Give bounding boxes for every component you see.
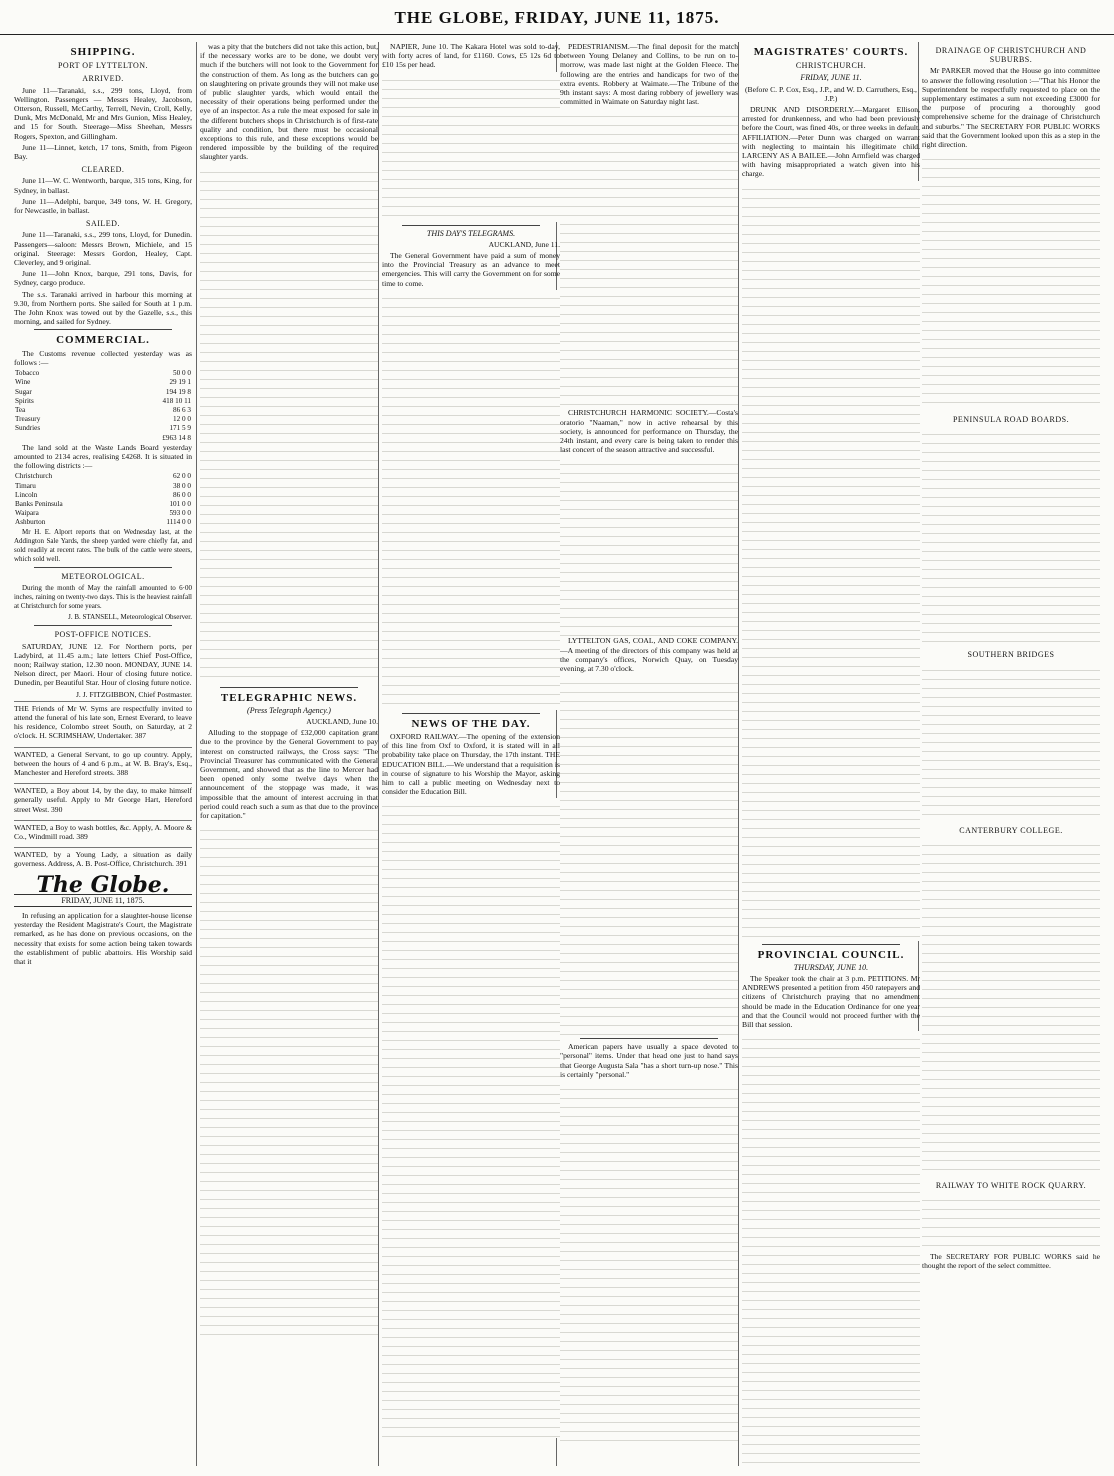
table-cell: Wine (15, 378, 31, 387)
customs-table (14, 369, 192, 443)
table-cell: Christchurch (15, 472, 53, 481)
column-6 (922, 42, 1100, 1470)
drainage-heading: DRAINAGE OF CHRISTCHURCH AND SUBURBS. (935, 46, 1087, 65)
table-cell: 593 0 0 (169, 509, 191, 518)
column-rule (378, 42, 379, 1466)
table-row (14, 482, 192, 491)
table-row (14, 378, 192, 387)
meteorological-heading: METEOROLOGICAL. (61, 572, 145, 582)
canterbury-college-heading: CANTERBURY COLLEGE. (959, 825, 1063, 835)
cleared-text: June 11—W. C. Wentworth, barque, 315 tons, King, for Sydney, in ballast. (14, 176, 192, 195)
days-telegrams-heading: THIS DAY'S TELEGRAMS. (426, 228, 516, 238)
text-continuation (922, 426, 1100, 646)
text-continuation (200, 822, 378, 1342)
table-cell: 50 0 0 (173, 369, 191, 378)
text-continuation (382, 290, 560, 710)
court-date: FRIDAY, JUNE 11. (800, 73, 862, 83)
ad-text: WANTED, by a Young Lady, a situation as daily governess. Address, A. B. Post-Office, Christchurch. 391 (14, 850, 192, 869)
divider (220, 687, 358, 688)
column-4 (560, 42, 738, 1470)
table-cell: Treasury (15, 415, 41, 424)
table-row (14, 424, 192, 433)
post-office-heading: POST-OFFICE NOTICES. (54, 630, 152, 640)
telegraphic-subheading: (Press Telegraph Agency.) (247, 705, 331, 715)
text-continuation (922, 1192, 1100, 1252)
arrived-heading: ARRIVED. (82, 74, 124, 84)
council-date: THURSDAY, JUNE 10. (793, 962, 869, 972)
text-continuation (742, 181, 920, 941)
days-telegrams-text: The General Government have paid a sum of money into the Provincial Treasury as an advance to meet emergencies. This will carry the Government on for some time to come. (382, 251, 560, 288)
cleared-heading: CLEARED. (81, 165, 125, 175)
column-5 (742, 42, 920, 1470)
column-rule (196, 42, 197, 1466)
christchurch-subheading: CHRISTCHURCH. (795, 61, 867, 71)
days-telegrams-place: AUCKLAND, June 11. (488, 239, 560, 249)
table-cell: 1114 0 0 (166, 518, 191, 527)
divider (402, 225, 540, 226)
market-report: Mr H. E. Alport reports that on Wednesday last, at the Addington Sale Yards, the sheep yarded were chiefly fat, and sold readily at recent rates. The bulk of the cattle were steers, which sold well. (14, 527, 192, 564)
land-intro: The land sold at the Waste Lands Board yesterday amounted to 2134 acres, realising £4268. It is situated in the following districts :— (14, 442, 192, 471)
column-1 (14, 42, 192, 1470)
table-cell: Banks Peninsula (15, 499, 63, 508)
table-row (14, 388, 192, 397)
table-row (14, 415, 192, 424)
table-row (14, 500, 192, 509)
drainage-text: Mr PARKER moved that the House go into committee to answer the following resolution :—"That his Honor the Superintendent be respectfully requested to place on the supplementary estimates a sum not exceeding £3000 for the purpose of procuring a thoroughly good comprehensive scheme for the drainage of Christchurch and suburbs." The SECRETARY FOR PUBLIC WORKS said that the Government looked upon this as a step in the right direction. (922, 66, 1100, 150)
table-cell: Tobacco (15, 369, 40, 378)
news-text: OXFORD RAILWAY.—The opening of the extension of this line from Oxf to Oxford, it is stated will in all probability take place on Thursday, the 17th instant. THE EDUCATION BILL.—We understand that a requisition is in course of signature to his Worship the Mayor, asking him to call a public meeting on Wednesday next to consider the Education Bill. (382, 732, 560, 797)
text-continuation (560, 675, 738, 1035)
ad-text: THE Friends of Mr W. Syms are respectfully invited to attend the funeral of his late son, Ernest Everard, to leave his residence, Colombo street South, on Saturday, at 2 o'clock. H. SCRIMSHAW, Undertaker. 387 (14, 703, 192, 741)
table-row (14, 472, 192, 481)
table-cell: Tea (15, 405, 26, 414)
masthead-title: THE GLOBE, FRIDAY, JUNE 11, 1875. (394, 8, 720, 27)
table-cell: Timaru (15, 481, 36, 490)
text-continuation (922, 837, 1100, 1177)
arrived-text-2: June 11—Linnet, ketch, 17 tons, Smith, from Pigeon Bay. (14, 142, 192, 162)
telegraphic-heading: TELEGRAPHIC NEWS. (220, 691, 358, 704)
text-continuation (560, 1081, 738, 1441)
divider (34, 329, 172, 330)
masthead (0, 0, 1114, 35)
meteorological-text: During the month of May the rainfall amounted to 6·00 inches, raining on twenty-two days. This is the heaviest rainfall at Christchurch for some years. (14, 583, 192, 610)
port-heading: PORT OF LYTTELTON. (57, 61, 149, 71)
divider (762, 944, 900, 945)
post-office-signature: J. J. FITZGIBBON, Chief Postmaster. (75, 689, 192, 699)
advertisement (14, 747, 192, 782)
text-continuation (560, 108, 738, 408)
telegraphic-text: Alluding to the stoppage of £32,000 capitation grant due to the province by the General Government to pay interest on constructed railways, the Cross says: "The Provincial Treasurer has communicated with the General Government, and showed that as the line to Mercer had been opened only some twelve days when the announcement of the stoppage was made, it was impossible that the amount of interest accruing in that period could reach such a sum as that due to the province for capitation." (200, 728, 378, 821)
globe-title: The Globe. (36, 871, 170, 898)
table-cell: Ashburton (15, 518, 46, 527)
column-2 (200, 42, 378, 1470)
table-cell: 86 6 3 (173, 405, 191, 414)
southern-bridges-heading: SOUTHERN BRIDGES (967, 650, 1055, 660)
table-row (14, 509, 192, 518)
sailed-text: June 11—Taranaki, s.s., 299 tons, Lloyd, for Dunedin. Passengers—saloon: Messrs Brown, Michiele, and 15 original. Steerage: Messrs Gordon, Healey, Capt. Cleverley, and 9 original. (14, 230, 192, 268)
shipping-notes: The s.s. Taranaki arrived in harbour this morning at 9.30, from Northern ports. She sailed for South at 1 p.m. The John Knox was towed out by the Gazelle, s.s., this morning, and sailed for Sydney. (14, 289, 192, 327)
advertisement (14, 820, 192, 845)
meteorological-signature: J. B. STANSELL, Meteorological Observer. (68, 613, 192, 622)
court-bench: (Before C. P. Cox, Esq., J.P., and W. D. Carruthers, Esq., J.P.) (745, 84, 917, 103)
table-row (14, 397, 192, 406)
table-cell: 29 19 1 (169, 378, 191, 387)
text-continuation (382, 72, 560, 222)
table-total-row (14, 434, 192, 443)
divider (402, 713, 540, 714)
table-cell: 194 19 8 (165, 387, 191, 396)
court-text: DRUNK AND DISORDERLY.—Margaret Ellison, arrested for drunkenness, and who had been previously before the Court, was fined 40s, or three weeks in default. AFFILIATION.—Peter Dunn was charged on warrant with neglecting to maintain his illegitimate child. LARCENY AS A BAILEE.—John Armfield was charged with having misappropriated a watch given into his charge. (742, 105, 920, 179)
text-continuation (200, 164, 378, 684)
globe-date: FRIDAY, JUNE 11, 1875. (14, 894, 192, 907)
shipping-heading: SHIPPING. (70, 46, 136, 58)
pedestrianism-text: PEDESTRIANISM.—The final deposit for the match between Young Delaney and Collins, to be run on to-morrow, was made last night at the Golden Fleece. The following are the entries and handicaps for two of the extra events. Robbery at Waimate.—The Tribune of the 9th instant says: A most daring robbery of jewellery was committed in Waimate on Saturday night last. (560, 42, 738, 107)
table-cell: 101 0 0 (169, 499, 191, 508)
column-3 (382, 42, 560, 1470)
table-cell: 171 5 9 (169, 424, 191, 433)
table-cell: Sundries (15, 424, 41, 433)
arrived-text: June 11—Taranaki, s.s., 299 tons, Lloyd, from Wellington. Passengers — Messrs Healey, Jacobson, Otterson, Russell, McCarthy, Terrell, Nevin, Croll, Kelly, Dunk, Mrs McDonald, Mr and Mrs Gunion, Miss Healey, and 15 for South. Steerage—Miss Sheehan, Messrs Rogers, Spexton, and Gillingham. (14, 85, 192, 141)
closing-text: The SECRETARY FOR PUBLIC WORKS said he thought the report of the select committee. (922, 1252, 1100, 1271)
table-row (14, 369, 192, 378)
table-total: £963 14 8 (162, 433, 191, 442)
white-rock-heading: RAILWAY TO WHITE ROCK QUARRY. (935, 1180, 1087, 1190)
american-papers-text: American papers have usually a space devoted to "personal" items. Under that head one just to hand says that George Augusta Sala "has a short turn-up nose." This is certainly "personal." (560, 1042, 738, 1079)
telegraphic-place: AUCKLAND, June 10. (306, 717, 378, 727)
text-continuation (382, 798, 560, 1438)
table-cell: Waipara (15, 509, 39, 518)
harmonic-society-text: CHRISTCHURCH HARMONIC SOCIETY.—Costa's oratorio "Naaman," now in active rehearsal by this society, is announced for performance on Thursday, the 24th instant, and every care is being taken to render this last concert of the season attractive and successful. (560, 408, 738, 455)
table-cell: 86 0 0 (173, 490, 191, 499)
land-table (14, 472, 192, 527)
table-cell: Lincoln (15, 490, 38, 499)
table-cell: 38 0 0 (173, 481, 191, 490)
leader-text: In refusing an application for a slaughter-house license yesterday the Resident Magistrate's Court, the Magistrate remarked, as he has done on previous occasions, on the necessity that exists for some action being taken towards the establishment of public abattoirs. His Worship said that it (14, 911, 192, 967)
text-continuation (560, 456, 738, 636)
text-continuation (742, 1031, 920, 1470)
table-row (14, 406, 192, 415)
ad-text: WANTED, a General Servant, to go up country. Apply, between the hours of 4 and 6 p.m., at W. B. Bray's, Esq., Manchester and Hereford streets. 388 (14, 749, 192, 778)
text-continuation (922, 662, 1100, 822)
advertisement (14, 783, 192, 818)
text-continuation (922, 151, 1100, 411)
sailed-heading: SAILED. (86, 219, 120, 229)
table-row (14, 518, 192, 527)
ad-text: WANTED, a Boy to wash bottles, &c. Apply, A. Moore & Co., Windmill road. 389 (14, 822, 192, 842)
table-row (14, 491, 192, 500)
table-cell: 62 0 0 (173, 472, 191, 481)
table-cell: Sugar (15, 387, 32, 396)
commercial-heading: COMMERCIAL. (56, 334, 150, 347)
divider (34, 567, 172, 568)
cleared-text-2: June 11—Adelphi, barque, 349 tons, W. H. Gregory, for Newcastle, in ballast. (14, 196, 192, 216)
peninsula-heading: PENINSULA ROAD BOARDS. (952, 415, 1070, 425)
leader-continued: was a pity that the butchers did not take this action, but, if the necessary works are to be done, we doubt very much if the butchers will not look to the Government for the construction of them. As long as the butchers can go on slaughtering on private grounds they will not make use of public slaughter yards, which would entail the necessity of their operations being performed under the eye of an inspector. As a rule the meat exposed for sale in the different butchers shops in Christchurch is of first-rate quality and condition, but there must be occasional exceptions to this rule, and these exceptions would be rendered impossible by the building of the required slaughter yards. (200, 42, 378, 162)
news-heading: NEWS OF THE DAY. (411, 717, 531, 730)
table-cell: 418 10 11 (162, 396, 191, 405)
table-cell: Spirits (15, 396, 34, 405)
table-cell: 12 0 0 (173, 415, 191, 424)
advertisement (14, 847, 192, 872)
gas-company-text: LYTTELTON GAS, COAL, AND COKE COMPANY.—A meeting of the directors of this company was held at the company's offices, Norwich Quay, on Tuesday evening, at 7.30 o'clock. (560, 636, 738, 674)
ad-text: WANTED, a Boy about 14, by the day, to make himself generally useful. Apply to Mr George Hart, Hereford street West. 390 (14, 786, 192, 814)
sailed-text-2: June 11—John Knox, barque, 291 tons, Davis, for Sydney, cargo produce. (14, 269, 192, 288)
council-text: The Speaker took the chair at 3 p.m. PETITIONS. Mr ANDREWS presented a petition from 450 ratepayers and citizens of Christchurch praying that no amendment should be made in the Education Ordinance for one year and that the Council would not proceed further with the Bill that session. (742, 974, 920, 1030)
provincial-council-heading: PROVINCIAL COUNCIL. (757, 948, 905, 961)
divider (34, 625, 172, 626)
advertisement (14, 701, 192, 745)
post-office-text: SATURDAY, JUNE 12. For Northern ports, per Ladybird, at 11.45 a.m.; late letters Chief Post-Office, noon; Railway station, 12.30 noon. MONDAY, JUNE 14. Nelson direct, per Maori. Hour of closing future notice. Dunedin, per Beautiful Star. Hour of closing future notice. (14, 641, 192, 688)
commercial-intro: The Customs revenue collected yesterday was as follows :— (14, 348, 192, 367)
magistrates-heading: MAGISTRATES' COURTS. (753, 46, 909, 58)
napier-text: NAPIER, June 10. The Kakara Hotel was sold to-day, with forty acres of land, for £1160. Cows, £5 12s 6d to £10 15s per head. (382, 42, 560, 70)
divider (580, 1038, 718, 1039)
column-rule (738, 42, 739, 1466)
